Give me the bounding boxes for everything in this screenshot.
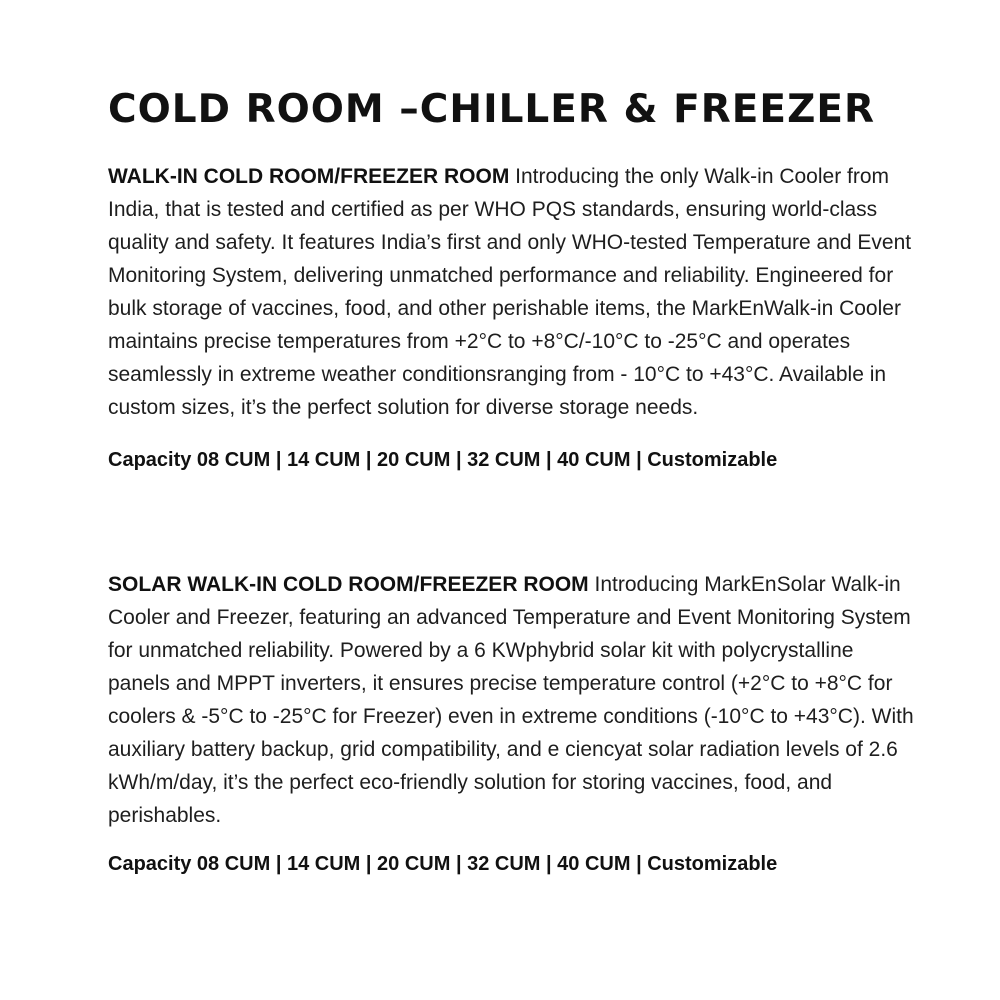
- walk-in-cold-room-paragraph: [108, 160, 918, 424]
- walk-in-cold-room-section: [108, 160, 918, 475]
- solar-walk-in-cold-room-section: [108, 568, 918, 879]
- solar-walk-in-cold-room-heading: SOLAR WALK-IN COLD ROOM/FREEZER ROOM: [108, 573, 589, 596]
- walk-in-cold-room-description: Introducing the only Walk-in Cooler from India, that is tested and certified as per WHO PQS standards, ensuring world-class quality and safety. It features India’s first and only WHO-tested Temperature and Event Monitoring System, delivering unmatched performance and reliability. Engineered for bulk storage of vaccines, food, and other perishable items, the MarkEnWalk-in Cooler maintains precise temperatures from +2°C to +8°C/-10°C to -25°C and operates seamlessly in extreme weather conditionsranging from - 10°C to +43°C. Available in custom sizes, it’s the perfect solution for diverse storage needs.: [108, 165, 912, 419]
- walk-in-cold-room-capacity: Capacity 08 CUM | 14 CUM | 20 CUM | 32 CUM | 40 CUM | Customizable: [108, 449, 778, 471]
- walk-in-cold-room-heading: WALK-IN COLD ROOM/FREEZER ROOM: [108, 165, 510, 188]
- solar-walk-in-cold-room-capacity: Capacity 08 CUM | 14 CUM | 20 CUM | 32 CUM | 40 CUM | Customizable: [108, 853, 778, 875]
- solar-walk-in-cold-room-paragraph: [108, 568, 918, 832]
- page-title: COLD ROOM –CHILLER & FREEZER: [108, 87, 876, 132]
- solar-walk-in-cold-room-description: Introducing MarkEnSolar Walk-in Cooler and Freezer, featuring an advanced Temperature and Event Monitoring System for unmatched reliability. Powered by a 6 KWphybrid solar kit with polycrystalline panels and MPPT inverters, it ensures precise temperature control (+2°C to +8°C for coolers & -5°C to -25°C for Freezer) even in extreme conditions (-10°C to +43°C). With auxiliary battery backup, grid compatibility, and e ciencyat solar radiation levels of 2.6 kWh/m/day, it’s the perfect eco-friendly solution for storing vaccines, food, and perishables.: [108, 573, 914, 827]
